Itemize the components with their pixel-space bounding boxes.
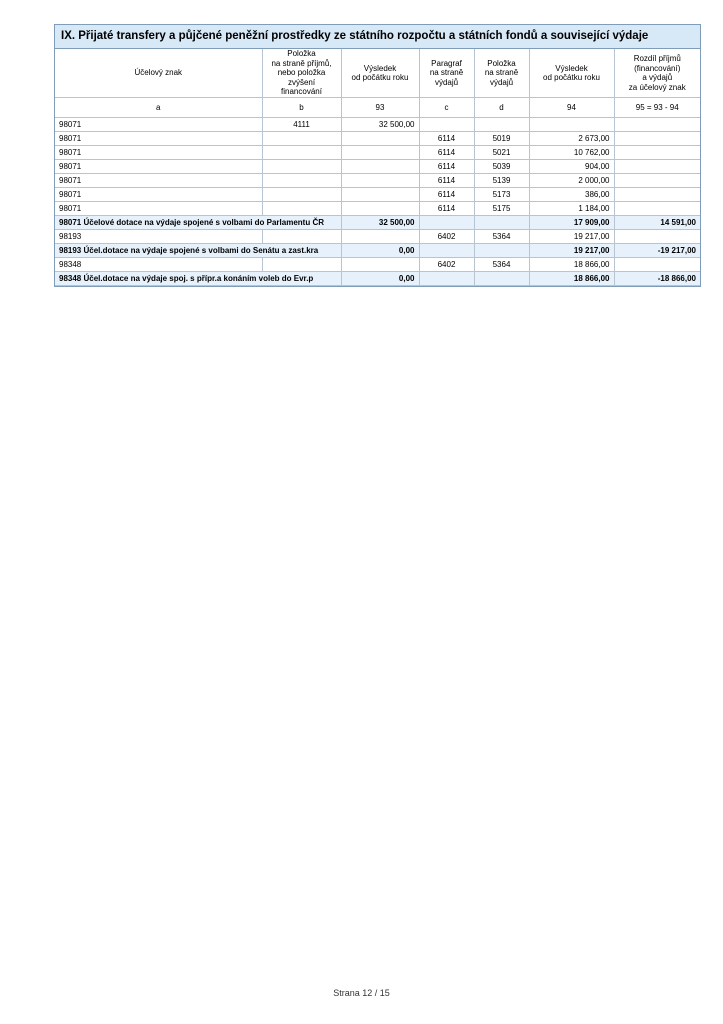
column-code-row <box>55 98 700 118</box>
paragraph-cell: 6114 <box>419 202 474 216</box>
purpose-code: 98193 <box>55 230 262 244</box>
column-header: Rozdíl příjmů (financování) a výdajů za účelový znak <box>614 49 700 98</box>
total-row <box>55 216 700 230</box>
table-row <box>55 258 700 272</box>
expense-item-cell: 5175 <box>474 202 529 216</box>
expense-item-cell: 5364 <box>474 258 529 272</box>
expense-item-cell <box>474 244 529 258</box>
expense-result: 10 762,00 <box>529 146 614 160</box>
column-header: Výsledek od počátku roku <box>529 49 614 98</box>
column-code: 94 <box>529 98 614 118</box>
column-code: 93 <box>341 98 419 118</box>
difference <box>614 188 700 202</box>
column-header: Účelový znak <box>55 49 262 98</box>
column-code: d <box>474 98 529 118</box>
income-result <box>341 258 419 272</box>
paragraph-cell: 6402 <box>419 230 474 244</box>
paragraph-cell: 6114 <box>419 146 474 160</box>
expense-result: 17 909,00 <box>529 216 614 230</box>
difference <box>614 132 700 146</box>
difference <box>614 230 700 244</box>
income-result: 0,00 <box>341 272 419 286</box>
total-label: 98071 Účelové dotace na výdaje spojené s volbami do Parlamentu ČR <box>55 216 341 230</box>
column-header: Položka na straně výdajů <box>474 49 529 98</box>
difference <box>614 146 700 160</box>
paragraph-cell: 6114 <box>419 132 474 146</box>
paragraph-cell: 6402 <box>419 258 474 272</box>
expense-item-cell <box>474 272 529 286</box>
expense-result <box>529 118 614 132</box>
paragraph-cell <box>419 272 474 286</box>
report-section <box>54 24 701 287</box>
difference <box>614 118 700 132</box>
purpose-code: 98071 <box>55 146 262 160</box>
table-row <box>55 132 700 146</box>
paragraph-cell <box>419 216 474 230</box>
income-item <box>262 188 341 202</box>
total-row <box>55 272 700 286</box>
table-row <box>55 188 700 202</box>
table-row <box>55 230 700 244</box>
expense-result: 386,00 <box>529 188 614 202</box>
column-header: Paragraf na straně výdajů <box>419 49 474 98</box>
expense-item-cell: 5173 <box>474 188 529 202</box>
purpose-code: 98071 <box>55 132 262 146</box>
income-item: 4111 <box>262 118 341 132</box>
difference: -19 217,00 <box>614 244 700 258</box>
paragraph-cell <box>419 118 474 132</box>
expense-item-cell <box>474 216 529 230</box>
difference <box>614 174 700 188</box>
purpose-code: 98071 <box>55 160 262 174</box>
paragraph-cell: 6114 <box>419 160 474 174</box>
paragraph-cell: 6114 <box>419 188 474 202</box>
column-code: b <box>262 98 341 118</box>
expense-result: 18 866,00 <box>529 258 614 272</box>
difference <box>614 202 700 216</box>
purpose-code: 98071 <box>55 118 262 132</box>
difference: -18 866,00 <box>614 272 700 286</box>
column-code: a <box>55 98 262 118</box>
expense-item-cell: 5021 <box>474 146 529 160</box>
income-item <box>262 202 341 216</box>
expense-item-cell: 5364 <box>474 230 529 244</box>
total-label: 98348 Účel.dotace na výdaje spoj. s přípr.a konáním voleb do Evr.p <box>55 272 341 286</box>
column-code: c <box>419 98 474 118</box>
income-result: 0,00 <box>341 244 419 258</box>
column-header: Výsledek od počátku roku <box>341 49 419 98</box>
income-result <box>341 174 419 188</box>
purpose-code: 98071 <box>55 174 262 188</box>
expense-result: 19 217,00 <box>529 244 614 258</box>
expense-result: 18 866,00 <box>529 272 614 286</box>
section-title: IX. Přijaté transfery a půjčené peněžní prostředky ze státního rozpočtu a státních fondů a související výdaje <box>55 25 700 49</box>
paragraph-cell: 6114 <box>419 174 474 188</box>
difference <box>614 258 700 272</box>
total-label: 98193 Účel.dotace na výdaje spojené s volbami do Senátu a zast.kra <box>55 244 341 258</box>
table-row <box>55 118 700 132</box>
purpose-code: 98071 <box>55 188 262 202</box>
expense-result: 2 673,00 <box>529 132 614 146</box>
income-item <box>262 160 341 174</box>
income-item <box>262 146 341 160</box>
income-result: 32 500,00 <box>341 118 419 132</box>
paragraph-cell <box>419 244 474 258</box>
income-item <box>262 174 341 188</box>
page-number: Strana 12 / 15 <box>333 988 390 998</box>
income-result <box>341 188 419 202</box>
income-result <box>341 132 419 146</box>
income-result <box>341 230 419 244</box>
income-result <box>341 202 419 216</box>
difference <box>614 160 700 174</box>
table-row <box>55 146 700 160</box>
income-result: 32 500,00 <box>341 216 419 230</box>
column-header: Položka na straně příjmů, nebo položka zvýšení financování <box>262 49 341 98</box>
total-row <box>55 244 700 258</box>
table-row <box>55 160 700 174</box>
transfer-table <box>55 49 700 286</box>
table-row <box>55 174 700 188</box>
income-item <box>262 258 341 272</box>
header-row <box>55 49 700 98</box>
purpose-code: 98071 <box>55 202 262 216</box>
expense-item-cell: 5139 <box>474 174 529 188</box>
expense-item-cell: 5039 <box>474 160 529 174</box>
income-item <box>262 132 341 146</box>
purpose-code: 98348 <box>55 258 262 272</box>
expense-result: 904,00 <box>529 160 614 174</box>
expense-result: 2 000,00 <box>529 174 614 188</box>
expense-item-cell: 5019 <box>474 132 529 146</box>
column-code: 95 = 93 - 94 <box>614 98 700 118</box>
income-result <box>341 146 419 160</box>
table-row <box>55 202 700 216</box>
income-result <box>341 160 419 174</box>
expense-result: 19 217,00 <box>529 230 614 244</box>
expense-result: 1 184,00 <box>529 202 614 216</box>
income-item <box>262 230 341 244</box>
expense-item-cell <box>474 118 529 132</box>
difference: 14 591,00 <box>614 216 700 230</box>
